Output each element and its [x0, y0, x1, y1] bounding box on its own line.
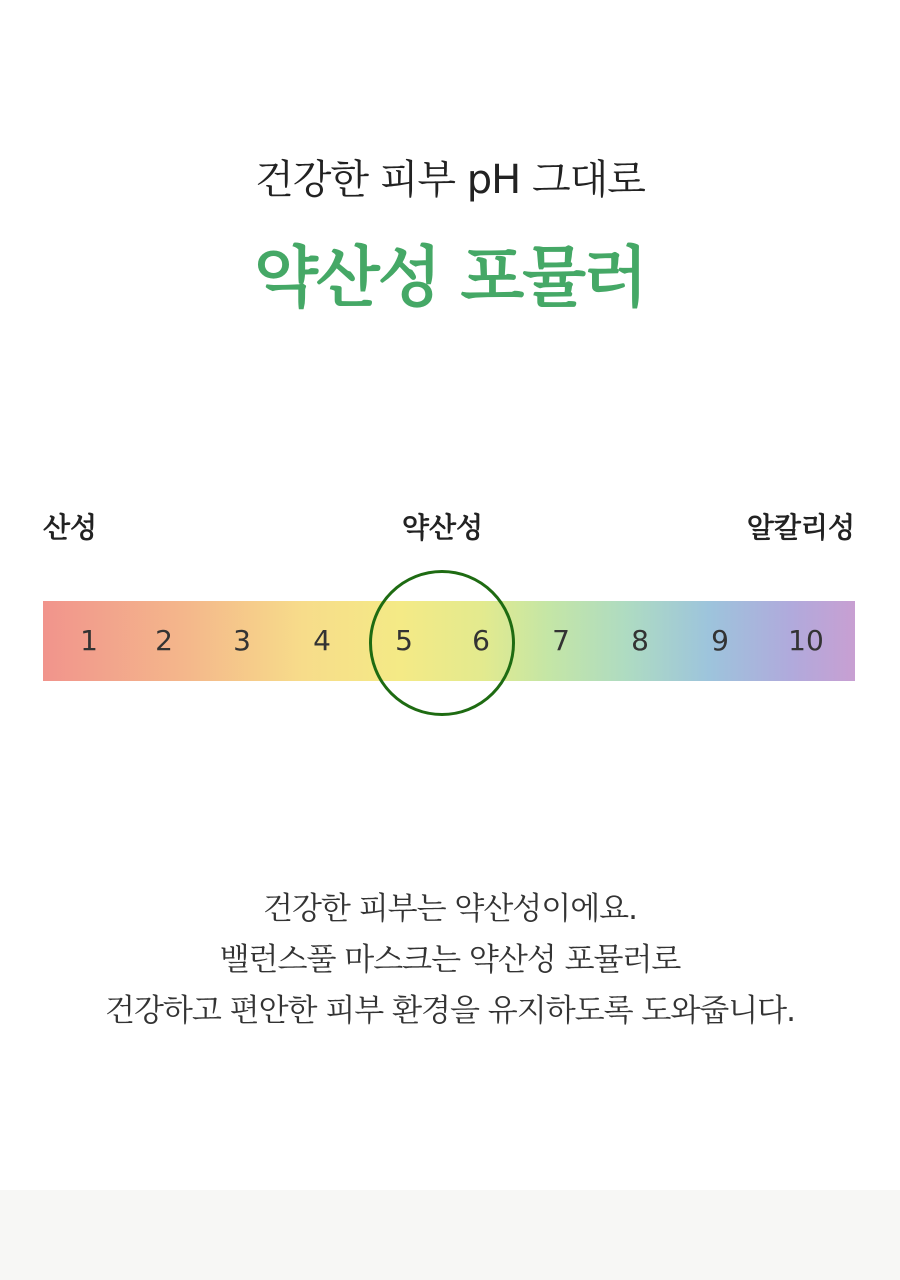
subtitle: 건강한 피부 pH 그대로 [255, 157, 645, 203]
ph-number-5: 5 [395, 624, 413, 657]
ph-number-1: 1 [80, 624, 98, 657]
description-line-2: 밸런스풀 마스크는 약산성 포뮬러로 [219, 942, 681, 978]
description-line-1: 건강한 피부는 약산성이에요. [263, 891, 637, 927]
scale-label-weakly-acidic: 약산성 [401, 511, 484, 544]
footer-band [0, 1190, 900, 1280]
description [0, 884, 900, 1037]
scale-label-acidic: 산성 [43, 511, 98, 544]
ph-number-8: 8 [631, 624, 649, 657]
ph-number-3: 3 [233, 624, 251, 657]
ph-number-6: 6 [472, 624, 490, 657]
ph-number-7: 7 [552, 624, 570, 657]
ph-number-2: 2 [155, 624, 173, 657]
ph-number-10: 10 [788, 624, 824, 657]
ph-number-4: 4 [313, 624, 331, 657]
weakly-acidic-range-circle [369, 570, 515, 716]
ph-number-9: 9 [711, 624, 729, 657]
description-line-3: 건강하고 편안한 피부 환경을 유지하도록 도와줍니다. [105, 993, 795, 1029]
scale-label-alkaline: 알칼리성 [746, 511, 855, 544]
headline: 약산성 포뮬러 [254, 239, 646, 316]
